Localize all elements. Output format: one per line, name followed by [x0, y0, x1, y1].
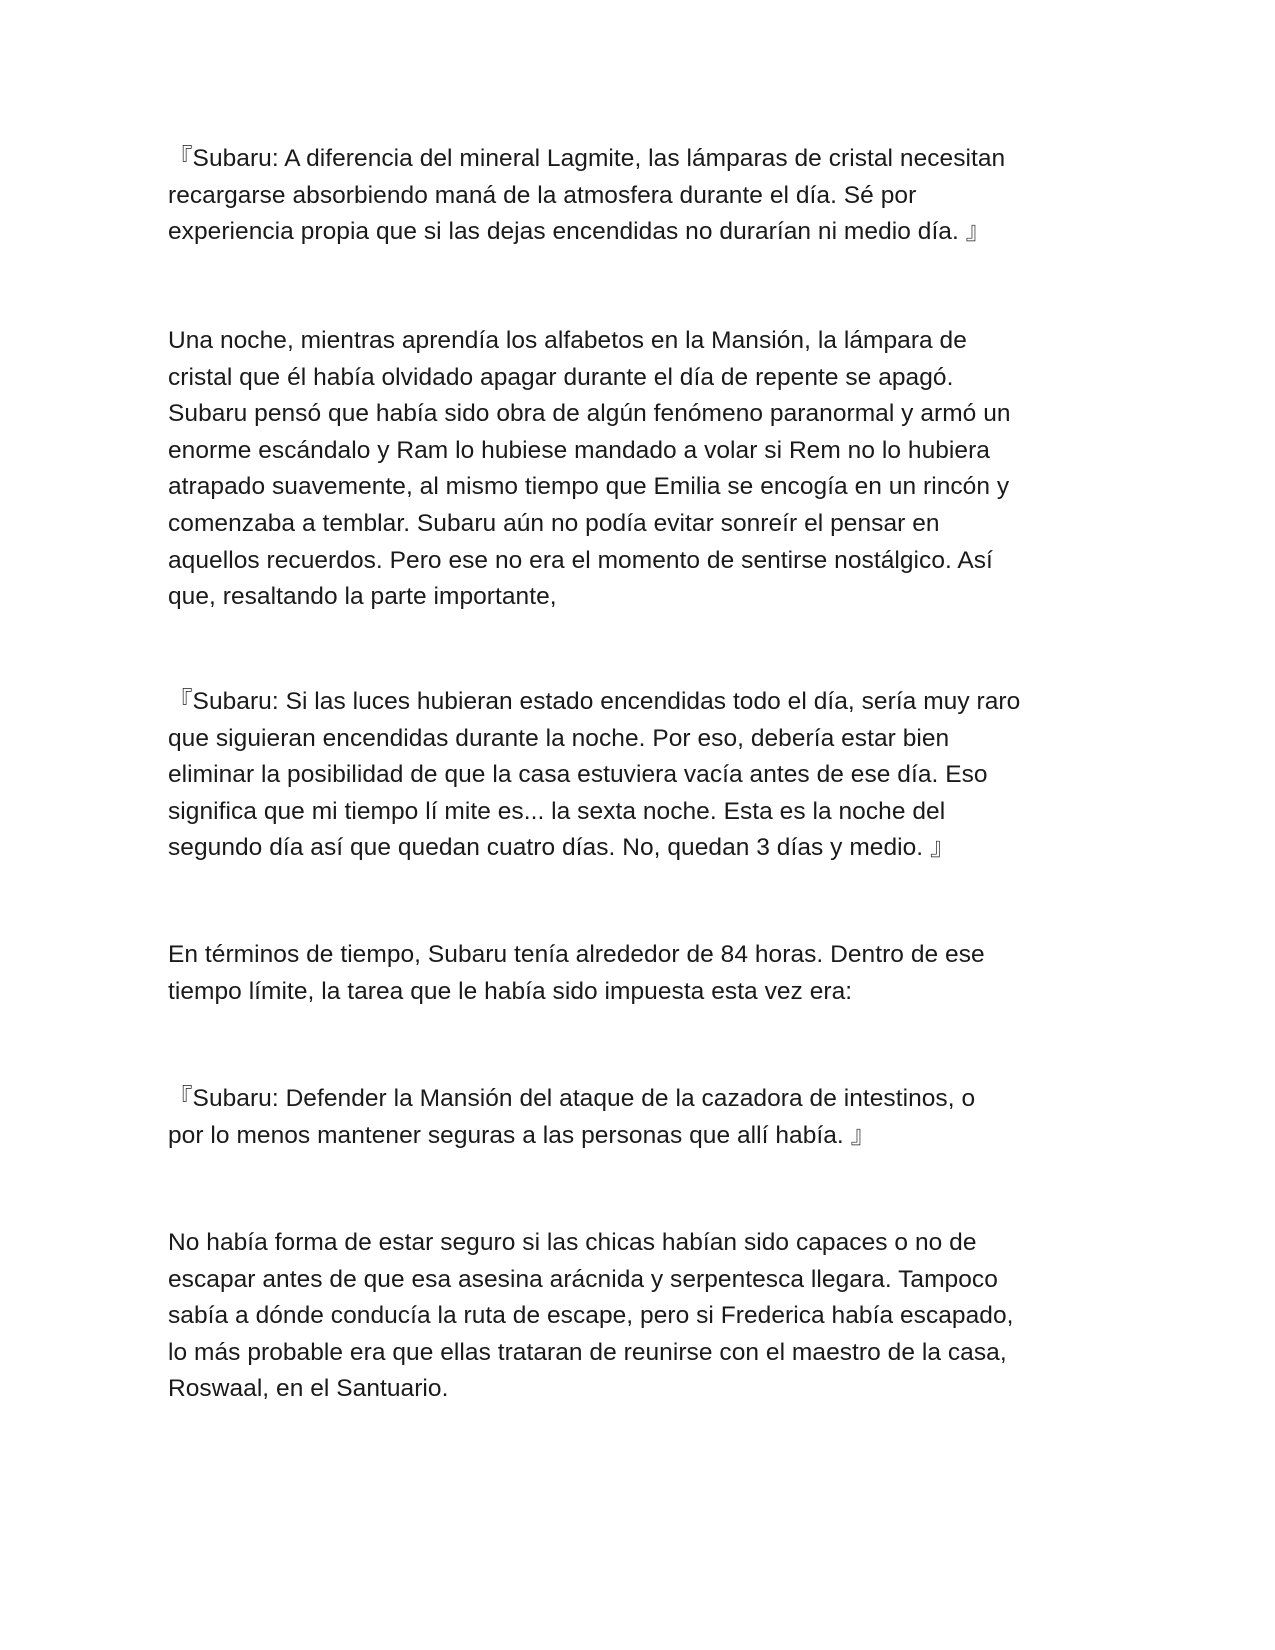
- text-line: atrapado suavemente, al mismo tiempo que Emilia se encogía en un rincón y: [168, 473, 1010, 501]
- text-line: aquellos recuerdos. Pero ese no era el momento de sentirse nostálgico. Así: [168, 546, 993, 574]
- text-line: cristal que él había olvidado apagar durante el día de repente se apagó.: [168, 363, 954, 391]
- dialogue-paragraph: [168, 684, 1073, 867]
- text-line: 『Subaru: Si las luces hubieran estado encendidas todo el día, sería muy raro: [168, 688, 1021, 715]
- narrative-paragraph: [168, 1225, 1073, 1408]
- dialogue-paragraph: [168, 1081, 1073, 1154]
- narrative-paragraph: [168, 323, 1073, 616]
- text-line: escapar antes de que esa asesina arácnida y serpentesca llegara. Tampoco: [168, 1265, 998, 1293]
- text-line: recargarse absorbiendo maná de la atmosfera durante el día. Sé por: [168, 181, 917, 209]
- text-line: Subaru pensó que había sido obra de algún fenómeno paranormal y armó un: [168, 400, 1011, 428]
- text-line: que siguieran encendidas durante la noche. Por eso, debería estar bien: [168, 724, 950, 752]
- narrative-paragraph: [168, 937, 1073, 1010]
- text-line: segundo día así que quedan cuatro días. No, quedan 3 días y medio. 』: [168, 834, 955, 862]
- text-line: Una noche, mientras aprendía los alfabetos en la Mansión, la lámpara de: [168, 327, 967, 354]
- text-line: por lo menos mantener seguras a las personas que allí había. 』: [168, 1121, 876, 1149]
- text-line: 『Subaru: Defender la Mansión del ataque de la cazadora de intestinos, o: [168, 1085, 976, 1112]
- text-line: No había forma de estar seguro si las chicas habían sido capaces o no de: [168, 1229, 977, 1256]
- text-line: experiencia propia que si las dejas encendidas no durarían ni medio día. 』: [168, 218, 991, 246]
- text-line: tiempo límite, la tarea que le había sido impuesta esta vez era:: [168, 977, 853, 1005]
- text-line: En términos de tiempo, Subaru tenía alrededor de 84 horas. Dentro de ese: [168, 941, 985, 968]
- text-line: eliminar la posibilidad de que la casa estuviera vacía antes de ese día. Eso: [168, 761, 988, 789]
- text-line: 『Subaru: A diferencia del mineral Lagmite, las lámparas de cristal necesitan: [168, 145, 1006, 172]
- text-line: Roswaal, en el Santuario.: [168, 1375, 449, 1403]
- text-line: comenzaba a temblar. Subaru aún no podía evitar sonreír el pensar en: [168, 509, 940, 537]
- dialogue-paragraph: [168, 141, 1073, 251]
- text-line: sabía a dónde conducía la ruta de escape, pero si Frederica había escapado,: [168, 1302, 1014, 1330]
- text-line: lo más probable era que ellas trataran de reunirse con el maestro de la casa,: [168, 1338, 1007, 1366]
- text-line: enorme escándalo y Ram lo hubiese mandado a volar si Rem no lo hubiera: [168, 436, 990, 464]
- text-line: que, resaltando la parte importante,: [168, 583, 557, 611]
- text-line: significa que mi tiempo lí mite es... la sexta noche. Esta es la noche del: [168, 797, 946, 825]
